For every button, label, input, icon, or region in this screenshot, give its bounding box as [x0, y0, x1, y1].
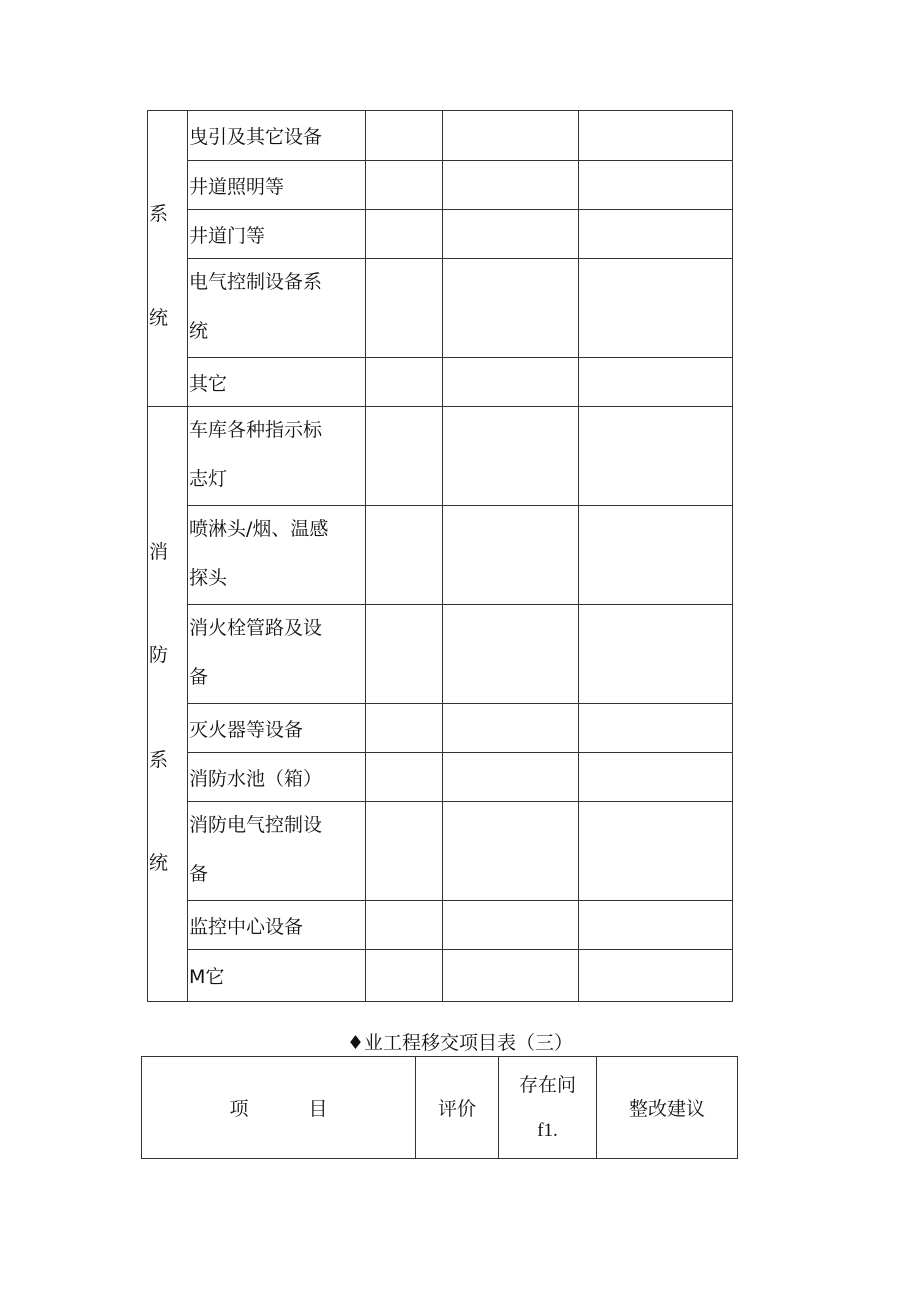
item-cell	[188, 259, 366, 358]
item-label: 监控中心设备	[189, 915, 304, 938]
item-label: 灭火器等设备	[189, 718, 304, 741]
issue-cell[interactable]	[443, 802, 579, 901]
table-row	[148, 210, 733, 259]
item-label: 统	[189, 320, 209, 342]
issue-cell[interactable]	[443, 407, 579, 506]
table-row	[148, 802, 733, 901]
item-cell	[188, 704, 366, 753]
item-label: 其它	[189, 372, 228, 395]
item-label: 消火栓管路及设	[189, 617, 323, 639]
evaluation-cell[interactable]	[366, 704, 443, 753]
inspection-table-continued	[147, 110, 733, 1002]
table-row	[148, 605, 733, 704]
item-label: 备	[189, 666, 209, 688]
issue-cell[interactable]	[443, 605, 579, 704]
evaluation-cell[interactable]	[366, 407, 443, 506]
table-row	[148, 704, 733, 753]
item-cell	[188, 753, 366, 802]
header-row	[142, 1057, 738, 1159]
issue-cell[interactable]	[443, 161, 579, 210]
suggestion-cell[interactable]	[579, 901, 733, 950]
item-cell	[188, 111, 366, 161]
item-label: 电气控制设备系	[189, 271, 323, 293]
item-cell	[188, 901, 366, 950]
issue-cell[interactable]	[443, 704, 579, 753]
table-row	[148, 161, 733, 210]
header-issue	[499, 1057, 597, 1159]
header-issue-line: f1.	[537, 1119, 558, 1141]
group-label-char: 系	[149, 749, 169, 771]
issue-cell[interactable]	[443, 358, 579, 407]
group-label-char: 统	[149, 307, 169, 329]
suggestion-cell[interactable]	[579, 210, 733, 259]
item-label: 井道照明等	[189, 175, 285, 198]
item-cell	[188, 605, 366, 704]
evaluation-cell[interactable]	[366, 506, 443, 605]
group-label-char: 消	[149, 541, 169, 563]
table-title: ♦业工程移交项目表（三）	[346, 1032, 574, 1054]
item-cell	[188, 358, 366, 407]
suggestion-cell[interactable]	[579, 161, 733, 210]
item-label: 志灯	[189, 468, 228, 490]
evaluation-cell[interactable]	[366, 802, 443, 901]
issue-cell[interactable]	[443, 259, 579, 358]
table-row	[148, 358, 733, 407]
item-label: M它	[189, 966, 225, 988]
item-cell	[188, 407, 366, 506]
group-label-char: 系	[149, 203, 169, 225]
item-cell	[188, 210, 366, 259]
evaluation-cell[interactable]	[366, 259, 443, 358]
table-row	[148, 506, 733, 605]
header-evaluation: 评价	[416, 1057, 499, 1159]
suggestion-cell[interactable]	[579, 704, 733, 753]
suggestion-cell[interactable]	[579, 605, 733, 704]
suggestion-cell[interactable]	[579, 802, 733, 901]
evaluation-cell[interactable]	[366, 753, 443, 802]
handover-items-table-header	[141, 1056, 738, 1159]
item-label: 喷淋头/烟、温感	[189, 518, 329, 540]
item-label: 曳引及其它设备	[189, 126, 323, 148]
suggestion-cell[interactable]	[579, 506, 733, 605]
evaluation-cell[interactable]	[366, 950, 443, 1002]
header-item	[142, 1057, 416, 1159]
header-item-char: 目	[308, 1098, 328, 1120]
evaluation-cell[interactable]	[366, 210, 443, 259]
item-cell	[188, 802, 366, 901]
suggestion-cell[interactable]	[579, 950, 733, 1002]
issue-cell[interactable]	[443, 111, 579, 161]
item-label: 消防水池（箱）	[189, 767, 323, 790]
evaluation-cell[interactable]	[366, 901, 443, 950]
issue-cell[interactable]	[443, 901, 579, 950]
item-label: 探头	[189, 567, 228, 589]
item-cell	[188, 950, 366, 1002]
evaluation-cell[interactable]	[366, 605, 443, 704]
table-row	[148, 950, 733, 1002]
item-cell	[188, 506, 366, 605]
suggestion-cell[interactable]	[579, 111, 733, 161]
issue-cell[interactable]	[443, 753, 579, 802]
suggestion-cell[interactable]	[579, 358, 733, 407]
group-label-system	[148, 111, 188, 407]
item-label: 井道门等	[189, 224, 266, 247]
group-label-char: 统	[149, 852, 169, 874]
header-suggestion: 整改建议	[597, 1057, 738, 1159]
suggestion-cell[interactable]	[579, 753, 733, 802]
evaluation-cell[interactable]	[366, 358, 443, 407]
suggestion-cell[interactable]	[579, 259, 733, 358]
issue-cell[interactable]	[443, 210, 579, 259]
header-issue-line: 存在问	[518, 1073, 576, 1096]
table-row	[148, 901, 733, 950]
table-row	[148, 111, 733, 161]
evaluation-cell[interactable]	[366, 111, 443, 161]
suggestion-cell[interactable]	[579, 407, 733, 506]
item-label: 消防电气控制设	[189, 814, 323, 836]
issue-cell[interactable]	[443, 950, 579, 1002]
table-row	[148, 407, 733, 506]
evaluation-cell[interactable]	[366, 161, 443, 210]
header-item-char: 项	[229, 1098, 249, 1120]
group-label-char: 防	[149, 644, 169, 666]
group-label-fire-system	[148, 407, 188, 1002]
item-label: 备	[189, 863, 209, 885]
item-cell	[188, 161, 366, 210]
table-row	[148, 753, 733, 802]
table-row	[148, 259, 733, 358]
item-label: 车库各种指示标	[189, 419, 323, 441]
issue-cell[interactable]	[443, 506, 579, 605]
